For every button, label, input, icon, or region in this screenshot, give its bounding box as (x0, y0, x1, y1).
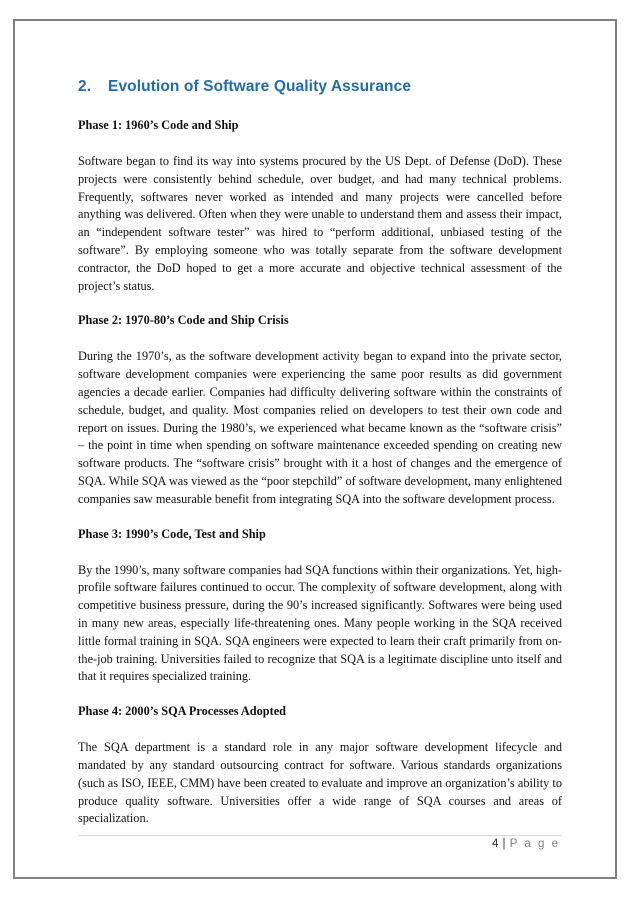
phase-title: Phase 1: 1960’s Code and Ship (78, 118, 239, 132)
section-title: Evolution of Software Quality Assurance (108, 78, 412, 95)
page-number: 4 (491, 838, 499, 850)
phase-title: Phase 2: 1970-80’s Code and Ship Crisis (78, 313, 289, 328)
phase-title: Phase 4: 2000’s SQA Processes Adopted (78, 704, 287, 719)
phase-title: Phase 3: 1990’s Code, Test and Ship (78, 526, 266, 541)
phase-1 (78, 118, 562, 295)
phase-paragraph: Software began to find its way into systems procured by the US Dept. of Defense (DoD). These projects were consistently behind schedule, over budget, and had many technical problems. Frequently, softwares never worked as intended and many projects were cancelled before anything was delivered. Often when they were unable to understand them and assess their impact, an “independent software tester” was hired to “perform additional, unbiased testing of the software”. By employing someone who was totally separate from the software development contractor, the DoD hoped to get a more accurate and objective technical assessment of the project’s status. (78, 154, 562, 293)
footer-divider (78, 835, 562, 836)
footer-separator: | (502, 838, 507, 850)
phase-2 (78, 313, 562, 508)
phase-3 (78, 527, 562, 687)
phase-paragraph: The SQA department is a standard role in any major software development lifecycle and mandated by any standard outsourcing contract for software. Various standards organizations (such as ISO, IEEE, CMM) have been created to evaluate and improve an organization’s ability to produce quality software. Universities offer a wide range of SQA courses and areas of specialization. (78, 740, 562, 826)
phase-4 (78, 704, 562, 828)
phase-paragraph: By the 1990’s, many software companies had SQA functions within their organizations. Yet, high-profile software failures continued to occur. The complexity of software development, along with competitive business pressure, during the 90’s increased significantly. Softwares were being used in many new areas, especially life-threatening ones. Many people working in the SQA received little formal training in SQA. SQA engineers were expected to learn their craft primarily from on-the-job training. Universities failed to recognize that SQA is a legitimate discipline unto itself and that it requires specialized training. (78, 562, 562, 684)
document-body (78, 78, 562, 846)
phase-paragraph: During the 1970’s, as the software development activity began to expand into the private sector, software development companies were experiencing the same poor results as did government agencies a decade earlier. Companies had difficulty delivering software within the constraints of schedule, budget, and quality. Most companies relied on developers to test their own code and report on issues. During the 1980’s, we experienced what became known as the “software crisis” – the point in time when spending on software maintenance exceeded spending on creating new software products. The “software crisis” brought with it a host of changes and the emergence of SQA. While SQA was viewed as the “poor stepchild” of software development, many enlightened companies saw measurable benefit from integrating SQA into the software development process. (78, 349, 562, 506)
page-label: P a g e (509, 838, 560, 850)
section-number: 2. (78, 78, 92, 95)
section-heading (78, 78, 562, 96)
page-footer (492, 838, 560, 850)
